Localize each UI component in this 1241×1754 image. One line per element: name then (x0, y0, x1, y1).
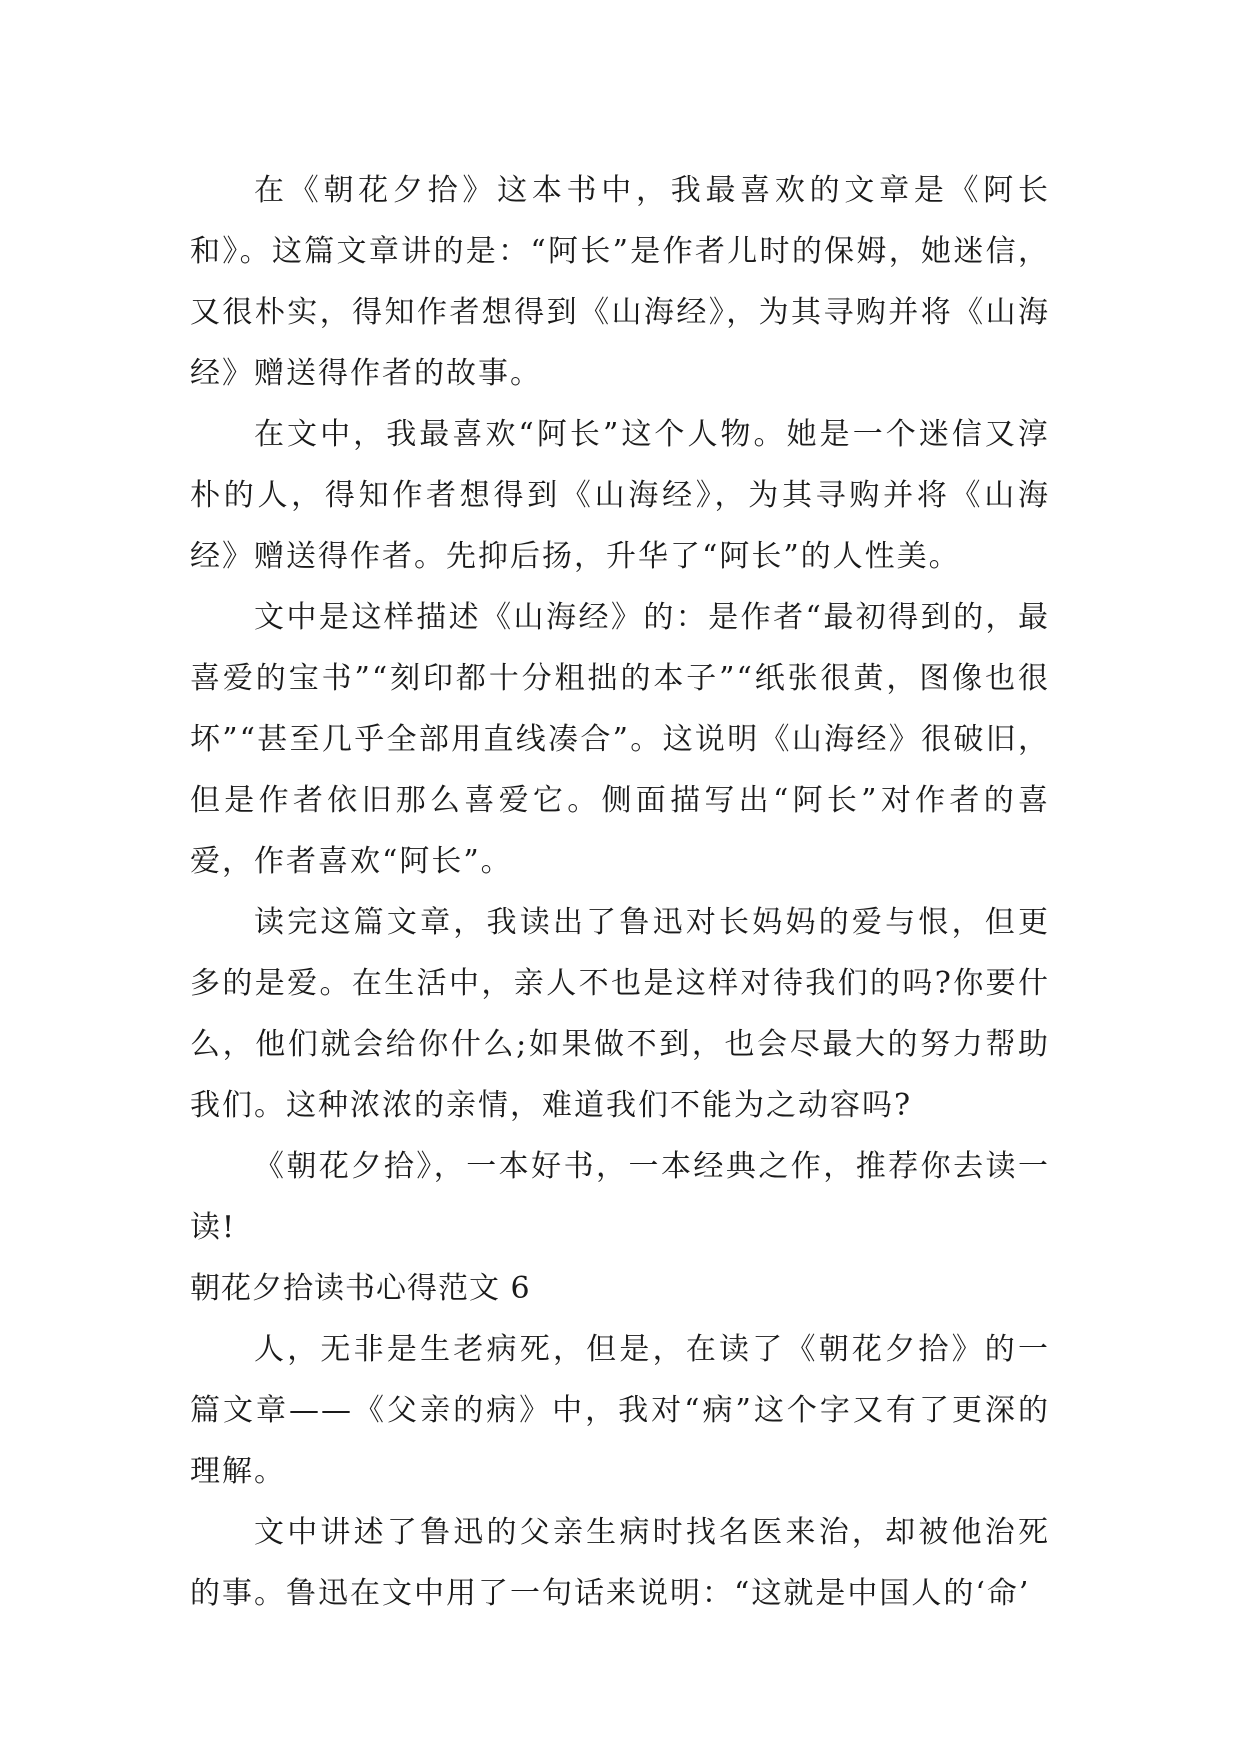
paragraph-3: 文中是这样描述《山海经》的：是作者“最初得到的，最喜爱的宝书”“刻印都十分粗拙的本子”“纸张很黄，图像也很坏”“甚至几乎全部用直线凑合”。这说明《山海经》很破旧，但是作者依旧那么喜爱它。侧面描写出“阿长”对作者的喜爱，作者喜欢“阿长”。 (190, 600, 1050, 879)
paragraph-1: 在《朝花夕拾》这本书中，我最喜欢的文章是《阿长和》。这篇文章讲的是：“阿长”是作者儿时的保姆，她迷信，又很朴实，得知作者想得到《山海经》，为其寻购并将《山海经》赠送得作者的故事。 (190, 173, 1050, 391)
paragraph-7: 文中讲述了鲁迅的父亲生病时找名医来治，却被他治死的事。鲁迅在文中用了一句话来说明：“这就是中国人的‘命’ (190, 1515, 1050, 1611)
section-heading: 朝花夕拾读书心得范文 6 (190, 1271, 531, 1306)
paragraph-6: 人，无非是生老病死，但是，在读了《朝花夕拾》的一篇文章——《父亲的病》中，我对“病”这个字又有了更深的理解。 (190, 1332, 1050, 1489)
document-body (190, 160, 1050, 1624)
paragraph-4: 读完这篇文章，我读出了鲁迅对长妈妈的爱与恨，但更多的是爱。在生活中，亲人不也是这样对待我们的吗?你要什么，他们就会给你什么;如果做不到，也会尽最大的努力帮助我们。这种浓浓的亲情，难道我们不能为之动容吗? (190, 905, 1050, 1123)
paragraph-2: 在文中，我最喜欢“阿长”这个人物。她是一个迷信又淳朴的人，得知作者想得到《山海经》，为其寻购并将《山海经》赠送得作者。先抑后扬，升华了“阿长”的人性美。 (190, 417, 1050, 574)
paragraph-5: 《朝花夕拾》，一本好书，一本经典之作，推荐你去读一读! (190, 1149, 1050, 1245)
